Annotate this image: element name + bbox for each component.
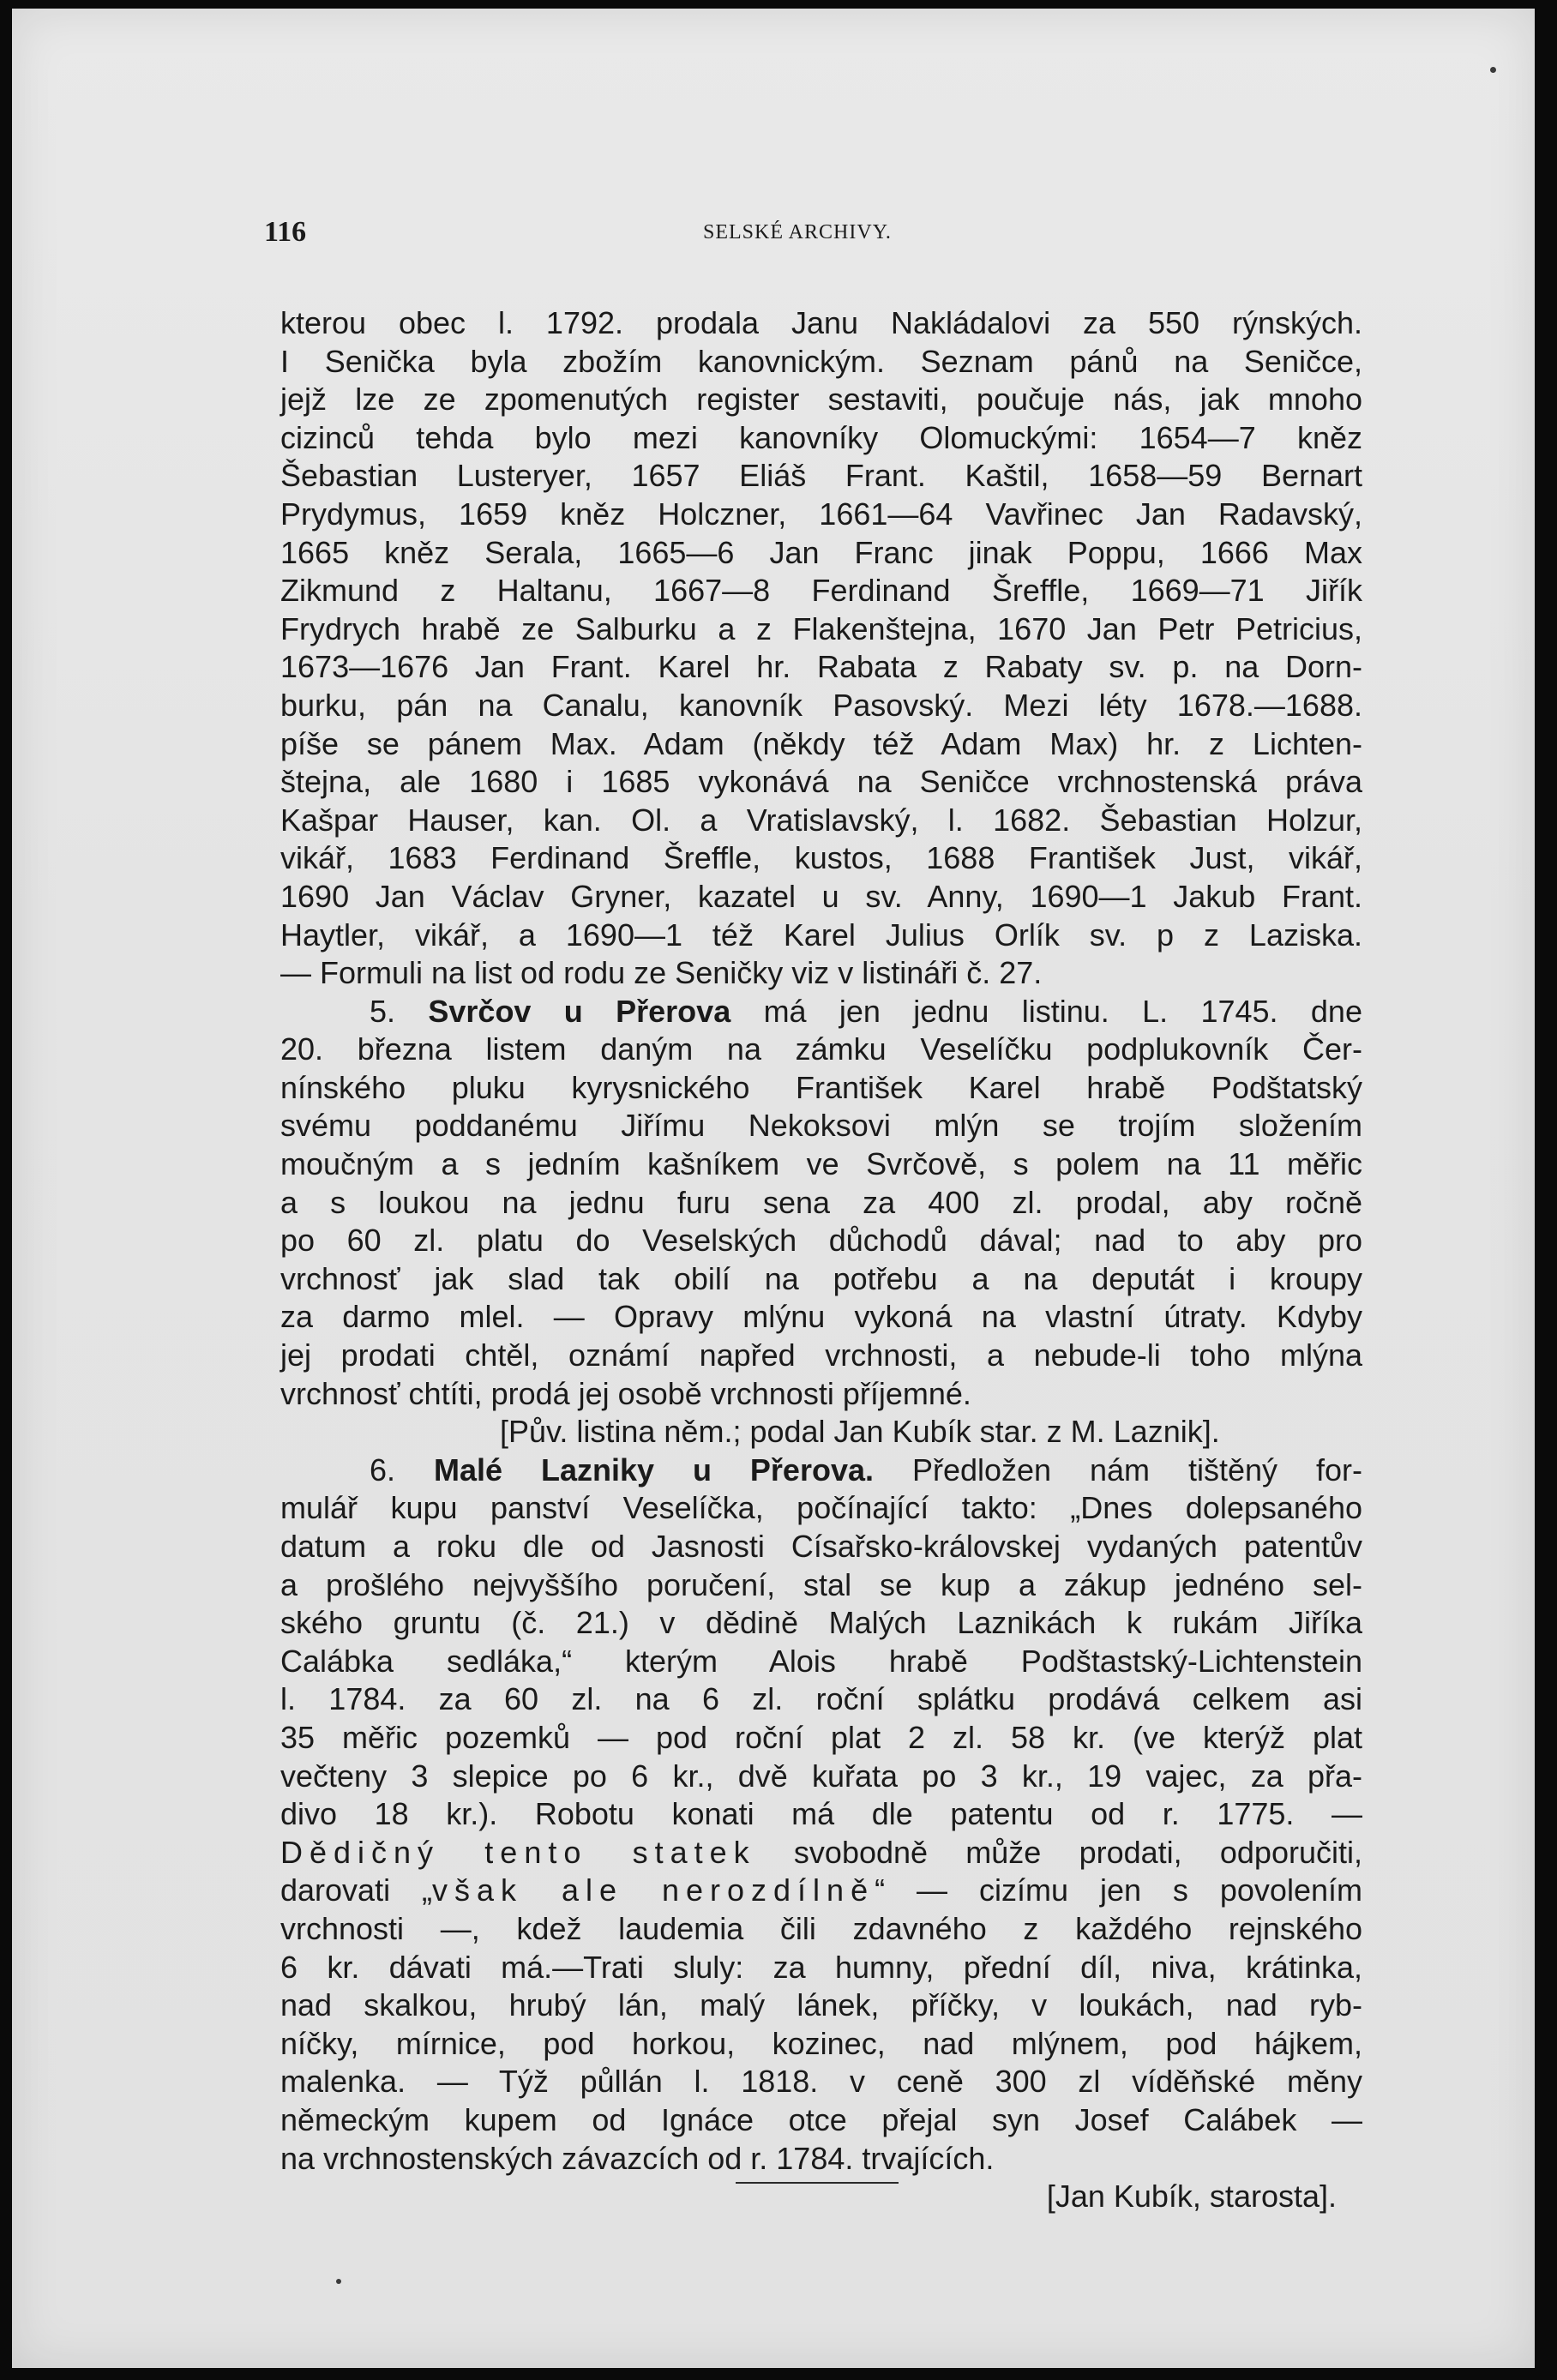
text-line: 35 měřic pozemků — pod roční plat 2 zl. 58 kr. (ve kterýž plat (280, 1719, 1362, 1755)
text-line: l. 1784. za 60 zl. na 6 zl. roční splátku prodává celkem asi (280, 1681, 1362, 1717)
text-line: mulář kupu panství Veselíčka, počínající takto: „Dnes dolepsaného (280, 1490, 1362, 1526)
text-line: po 60 zl. platu do Veselských důchodů dával; nad to aby pro (280, 1223, 1362, 1259)
text-line: 20. března listem daným na zámku Veselíčku podplukovník Čer- (280, 1031, 1362, 1067)
section-5-heading-line (280, 993, 1362, 1031)
text-line: kterou obec l. 1792. prodala Janu Nakládalovi za 550 rýnských. (280, 305, 1362, 340)
text-line: malenka. — Týž půllán l. 1818. v ceně 300 zl víděňské měny (280, 2064, 1362, 2100)
section-5-title: Svrčov u Přerova (428, 993, 731, 1029)
text-line: moučným a s jedním kašníkem ve Svrčově, s polem na 11 měřic (280, 1146, 1362, 1182)
section-5-source: [Pův. listina něm.; podal Jan Kubík star. z M. Laznik]. (500, 1414, 1220, 1450)
page-number: 116 (264, 216, 307, 248)
text-line: jejž lze ze zpomenutých register sestaviti, poučuje nás, jak mnoho (280, 382, 1362, 418)
text-line: 1673—1676 Jan Frant. Karel hr. Rabata z Rabaty sv. p. na Dorn- (280, 649, 1362, 685)
text-line-spaced-1 (280, 1834, 1362, 1872)
text-line: německým kupem od Ignáce otce přejal syn Josef Calábek — (280, 2101, 1362, 2137)
text-line: ského gruntu (č. 21.) v dědině Malých Laznikách k rukám Jiříka (280, 1605, 1362, 1641)
text-line: štejna, ale 1680 i 1685 vykonává na Seničce vrchnostenská práva (280, 764, 1362, 800)
text-line: svému poddanému Jiřímu Nekoksovi mlýn se trojím složením (280, 1108, 1362, 1144)
section-5-first-line: má jen jednu listinu. L. 1745. dne (763, 993, 1362, 1029)
section-5-number: 5. (370, 993, 396, 1029)
text-line: jej prodati chtěl, oznámí napřed vrchnosti, a nebude-li toho mlýna (280, 1337, 1362, 1373)
text-line: 6 kr. dávati má.—Trati sluly: za humny, přední díl, niva, krátinka, (280, 1949, 1362, 1985)
text-line: večteny 3 slepice po 6 kr., dvě kuřata po 3 kr., 19 vajec, za přa- (280, 1758, 1362, 1794)
text-line: vrchnosť jak slad tak obilí na potřebu a na deputát i kroupy (280, 1260, 1362, 1296)
text-line: vikář, 1683 Ferdinand Šreffle, kustos, 1688 František Just, vikář, (280, 840, 1362, 876)
running-header (0, 216, 1557, 250)
text-line: Šebastian Lusteryer, 1657 Eliáš Frant. Kaštil, 1658—59 Bernart (280, 458, 1362, 494)
body-text (280, 304, 1362, 2216)
text-line: na vrchnostenských závazcích od r. 1784. trvajících. (280, 2140, 995, 2176)
spaced-line-pre: darovati „ (280, 1872, 433, 1908)
section-6-number: 6. (370, 1451, 396, 1488)
text-line: a s loukou na jednu furu sena za 400 zl. prodal, aby ročně (280, 1184, 1362, 1220)
text-line: datum a roku dle od Jasnosti Císařsko-královskej vydaných patentův (280, 1529, 1362, 1564)
text-line-spaced-2 (280, 1872, 1362, 1910)
text-line: píše se pánem Max. Adam (někdy též Adam Max) hr. z Lichten- (280, 725, 1362, 761)
text-line: cizinců tehda bylo mezi kanovníky Olomuckými: 1654—7 kněz (280, 419, 1362, 455)
running-title: SELSKÉ ARCHIVY. (703, 221, 892, 243)
text-line: Prydymus, 1659 kněz Holczner, 1661—64 Vavřinec Jan Radavský, (280, 496, 1362, 532)
text-line: — Formuli na list od rodu ze Seničky viz v listináři č. 27. (280, 955, 1043, 991)
spaced-line-rest: svobodně může prodati, odporučiti, (793, 1834, 1362, 1870)
text-line: Haytler, vikář, a 1690—1 též Karel Julius Orlík sv. p z Laziska. (280, 917, 1362, 953)
spaced-line-post: “ — cizímu jen s povolením (875, 1872, 1362, 1908)
section-6-first-line: Předložen nám tištěný for- (911, 1451, 1362, 1488)
text-line: divo 18 kr.). Robotu konati má dle patentu od r. 1775. — (280, 1796, 1362, 1832)
spaced-phrase: Dědičný tento statek (280, 1834, 756, 1870)
section-6-heading-line (280, 1451, 1362, 1490)
end-rule (736, 2182, 899, 2184)
text-line: 1665 kněz Serala, 1665—6 Jan Franc jinak Poppu, 1666 Max (280, 534, 1362, 570)
section-6-title: Malé Lazniky u Přerova. (433, 1451, 874, 1488)
text-line: níčky, mírnice, pod horkou, kozinec, nad mlýnem, pod hájkem, (280, 2025, 1362, 2061)
spaced-phrase: však ale nerozdílně (432, 1872, 875, 1908)
ink-speck (336, 2279, 341, 2284)
text-line: Frydrych hrabě ze Salburku a z Flakenštejna, 1670 Jan Petr Petricius, (280, 610, 1362, 646)
text-line: a prošlého nejvyššího poručení, stal se kup a zákup jednéno sel- (280, 1566, 1362, 1602)
ink-speck (1490, 67, 1496, 73)
text-line: burku, pán na Canalu, kanovník Pasovský. Mezi léty 1678.—1688. (280, 687, 1362, 723)
text-line: 1690 Jan Václav Gryner, kazatel u sv. Anny, 1690—1 Jakub Frant. (280, 878, 1362, 914)
text-line: nínského pluku kyrysnického František Karel hrabě Podštatský (280, 1069, 1362, 1105)
text-line: Kašpar Hauser, kan. Ol. a Vratislavský, l. 1682. Šebastian Holzur, (280, 802, 1362, 838)
text-line: nad skalkou, hrubý lán, malý lánek, příčky, v loukách, nad ryb- (280, 1987, 1362, 2023)
text-line: za darmo mlel. — Opravy mlýnu vykoná na vlastní útraty. Kdyby (280, 1299, 1362, 1335)
text-line: Zikmund z Haltanu, 1667—8 Ferdinand Šreffle, 1669—71 Jiřík (280, 573, 1362, 609)
text-line: vrchnosti —, kdež laudemia čili zdavného z každého rejnského (280, 1910, 1362, 1946)
text-line: Calábka sedláka,“ kterým Alois hrabě Podštastský-Lichtenstein (280, 1643, 1362, 1679)
signature: [Jan Kubík, starosta]. (1046, 2179, 1337, 2215)
text-line: I Senička byla zbožím kanovnickým. Seznam pánů na Seničce, (280, 343, 1362, 379)
text-line: vrchnosť chtíti, prodá jej osobě vrchnosti příjemné. (280, 1375, 971, 1411)
